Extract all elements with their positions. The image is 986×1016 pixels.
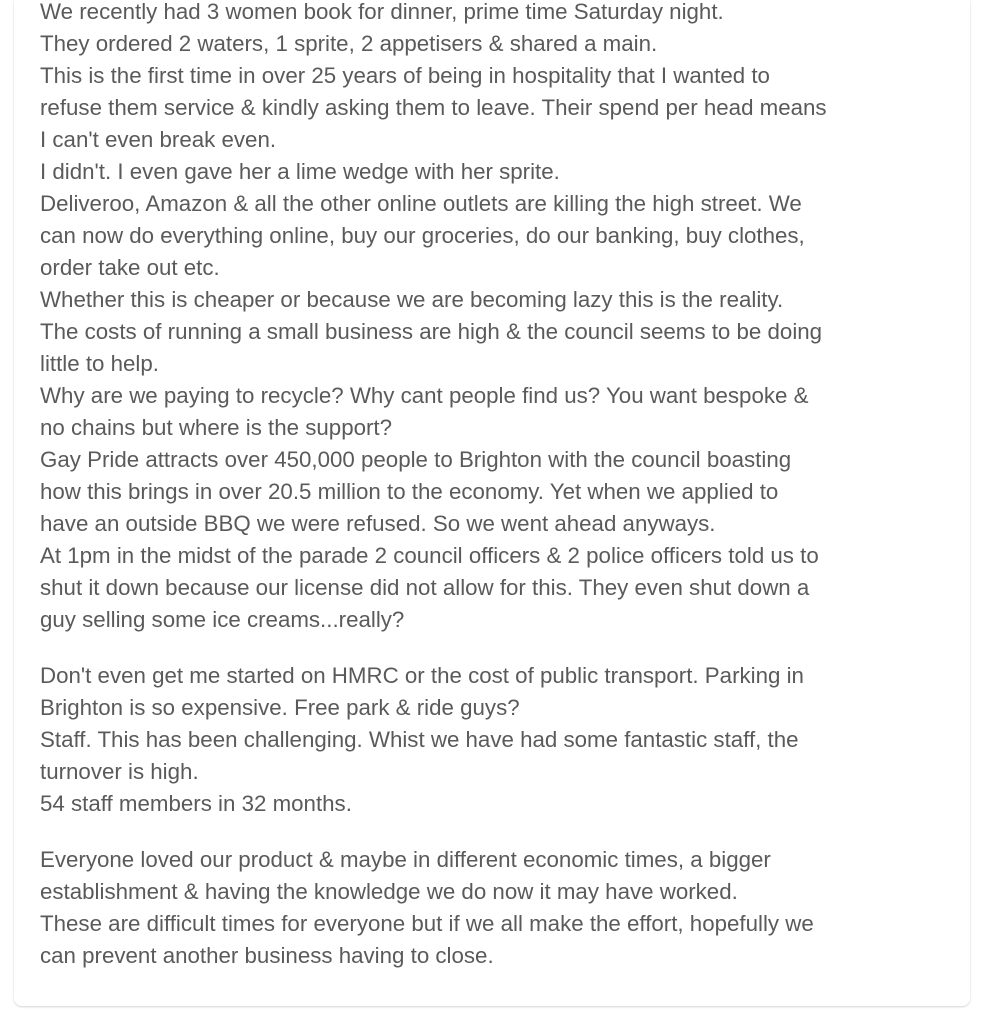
post-paragraph-2 xyxy=(40,660,950,820)
post-line: Deliveroo, Amazon & all the other online outlets are killing the high street. We xyxy=(40,191,802,216)
post-paragraph-3 xyxy=(40,844,950,972)
post-line: Everyone loved our product & maybe in different economic times, a bigger xyxy=(40,847,771,872)
post-line: Brighton is so expensive. Free park & ride guys? xyxy=(40,695,520,720)
post-paragraph-1 xyxy=(40,0,950,636)
post-line: Don't even get me started on HMRC or the cost of public transport. Parking in xyxy=(40,663,804,688)
post-line: These are difficult times for everyone but if we all make the effort, hopefully we xyxy=(40,911,814,936)
post-line: I didn't. I even gave her a lime wedge with her sprite. xyxy=(40,159,560,184)
post-line: have an outside BBQ we were refused. So we went ahead anyways. xyxy=(40,511,716,536)
post-line: refuse them service & kindly asking them to leave. Their spend per head means xyxy=(40,95,827,120)
post-line: I can't even break even. xyxy=(40,127,277,152)
post-line: Staff. This has been challenging. Whist we have had some fantastic staff, the xyxy=(40,727,799,752)
post-card xyxy=(14,0,970,1006)
post-line: little to help. xyxy=(40,351,159,376)
post-line: can now do everything online, buy our groceries, do our banking, buy clothes, xyxy=(40,223,805,248)
post-line: At 1pm in the midst of the parade 2 council officers & 2 police officers told us to xyxy=(40,543,819,568)
post-line: establishment & having the knowledge we do now it may have worked. xyxy=(40,879,738,904)
post-line: shut it down because our license did not allow for this. They even shut down a xyxy=(40,575,810,600)
post-line: They ordered 2 waters, 1 sprite, 2 appetisers & shared a main. xyxy=(40,31,658,56)
post-line: 54 staff members in 32 months. xyxy=(40,791,352,816)
post-line: We recently had 3 women book for dinner, prime time Saturday night. xyxy=(40,0,724,24)
post-line: can prevent another business having to close. xyxy=(40,943,494,968)
post-line: This is the first time in over 25 years of being in hospitality that I wanted to xyxy=(40,63,770,88)
post-line: no chains but where is the support? xyxy=(40,415,393,440)
post-line: Gay Pride attracts over 450,000 people to Brighton with the council boasting xyxy=(40,447,792,472)
post-line: order take out etc. xyxy=(40,255,220,280)
post-line: guy selling some ice creams...really? xyxy=(40,607,405,632)
post-body xyxy=(40,0,950,996)
post-line: Why are we paying to recycle? Why cant people find us? You want bespoke & xyxy=(40,383,809,408)
post-line: how this brings in over 20.5 million to the economy. Yet when we applied to xyxy=(40,479,779,504)
post-line: The costs of running a small business are high & the council seems to be doing xyxy=(40,319,823,344)
post-line: turnover is high. xyxy=(40,759,199,784)
post-line: Whether this is cheaper or because we are becoming lazy this is the reality. xyxy=(40,287,784,312)
